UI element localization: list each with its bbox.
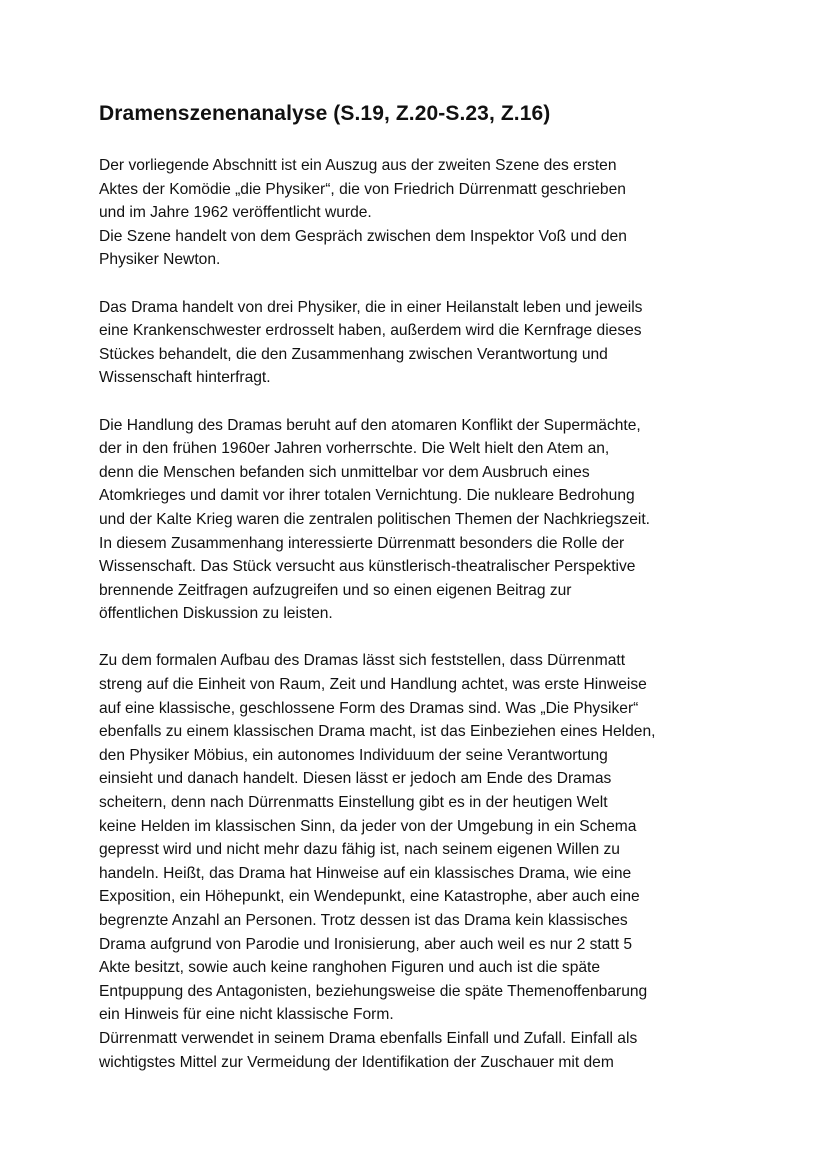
- paragraph-summary: [99, 296, 739, 390]
- paragraph-formal-structure: [99, 649, 739, 1074]
- text-line: ein Hinweis für eine nicht klassische Form.: [99, 1006, 394, 1024]
- text-line: Die Szene handelt von dem Gespräch zwischen dem Inspektor Voß und den: [99, 227, 627, 245]
- paragraph-historical-context: [99, 414, 739, 626]
- text-line: den Physiker Möbius, ein autonomes Individuum der seine Verantwortung: [99, 746, 608, 764]
- paragraph-introduction: [99, 154, 739, 272]
- text-line: gepresst wird und nicht mehr dazu fähig ist, nach seinem eigenen Willen zu: [99, 841, 620, 859]
- text-line: Stückes behandelt, die den Zusammenhang zwischen Verantwortung und: [99, 345, 608, 363]
- text-line: Drama aufgrund von Parodie und Ironisierung, aber auch weil es nur 2 statt 5: [99, 935, 633, 953]
- text-line: scheitern, denn nach Dürrenmatts Einstellung gibt es in der heutigen Welt: [99, 794, 608, 812]
- text-line: streng auf die Einheit von Raum, Zeit und Handlung achtet, was erste Hinweise: [99, 676, 647, 694]
- text-line: und im Jahre 1962 veröffentlicht wurde.: [99, 204, 372, 222]
- document-body: [99, 154, 739, 1074]
- text-line: Entpuppung des Antagonisten, beziehungsweise die späte Themenoffenbarung: [99, 982, 648, 1000]
- text-line: keine Helden im klassischen Sinn, da jeder von der Umgebung in ein Schema: [99, 817, 637, 835]
- paragraph-gap: [99, 390, 739, 414]
- text-line: Wissenschaft hinterfragt.: [99, 369, 271, 387]
- text-line: ebenfalls zu einem klassischen Drama macht, ist das Einbeziehen eines Helden,: [99, 723, 656, 741]
- paragraph-gap: [99, 626, 739, 650]
- text-line: Exposition, ein Höhepunkt, ein Wendepunkt, eine Katastrophe, aber auch eine: [99, 888, 640, 906]
- text-line: Physiker Newton.: [99, 251, 221, 269]
- text-line: und der Kalte Krieg waren die zentralen politischen Themen der Nachkriegszeit.: [99, 510, 650, 528]
- text-line: Aktes der Komödie „die Physiker“, die von Friedrich Dürrenmatt geschrieben: [99, 180, 626, 198]
- paragraph-gap: [99, 272, 739, 296]
- text-line: Akte besitzt, sowie auch keine ranghohen Figuren und auch ist die späte: [99, 959, 601, 977]
- text-line: denn die Menschen befanden sich unmittelbar vor dem Ausbruch eines: [99, 463, 590, 481]
- text-line: eine Krankenschwester erdrosselt haben, außerdem wird die Kernfrage dieses: [99, 322, 642, 340]
- text-line: einsieht und danach handelt. Diesen lässt er jedoch am Ende des Dramas: [99, 770, 612, 788]
- text-line: Atomkrieges und damit vor ihrer totalen Vernichtung. Die nukleare Bedrohung: [99, 487, 635, 505]
- text-line: handeln. Heißt, das Drama hat Hinweise auf ein klassisches Drama, wie eine: [99, 864, 632, 882]
- text-line: Der vorliegende Abschnitt ist ein Auszug aus der zweiten Szene des ersten: [99, 157, 617, 174]
- document-title: Dramenszenenanalyse (S.19, Z.20-S.23, Z.16): [99, 102, 551, 125]
- text-line: Die Handlung des Dramas beruht auf den atomaren Konflikt der Supermächte,: [99, 416, 641, 434]
- text-line: brennende Zeitfragen aufzugreifen und so einen eigenen Beitrag zur: [99, 581, 572, 599]
- text-line: der in den frühen 1960er Jahren vorherrschte. Die Welt hielt den Atem an,: [99, 440, 610, 458]
- text-line: Zu dem formalen Aufbau des Dramas lässt sich feststellen, dass Dürrenmatt: [99, 652, 626, 670]
- text-line: begrenzte Anzahl an Personen. Trotz dessen ist das Drama kein klassisches: [99, 912, 628, 929]
- text-line: Das Drama handelt von drei Physiker, die in einer Heilanstalt leben und jeweils: [99, 298, 643, 316]
- text-line: In diesem Zusammenhang interessierte Dürrenmatt besonders die Rolle der: [99, 534, 625, 552]
- text-line: öffentlichen Diskussion zu leisten.: [99, 605, 333, 623]
- text-line: Wissenschaft. Das Stück versucht aus künstlerisch-theatralischer Perspektive: [99, 558, 636, 576]
- text-line: wichtigstes Mittel zur Vermeidung der Identifikation der Zuschauer mit dem: [99, 1053, 614, 1071]
- text-line: auf eine klassische, geschlossene Form des Dramas sind. Was „Die Physiker“: [99, 699, 639, 717]
- text-line: Dürrenmatt verwendet in seinem Drama ebenfalls Einfall und Zufall. Einfall als: [99, 1029, 638, 1047]
